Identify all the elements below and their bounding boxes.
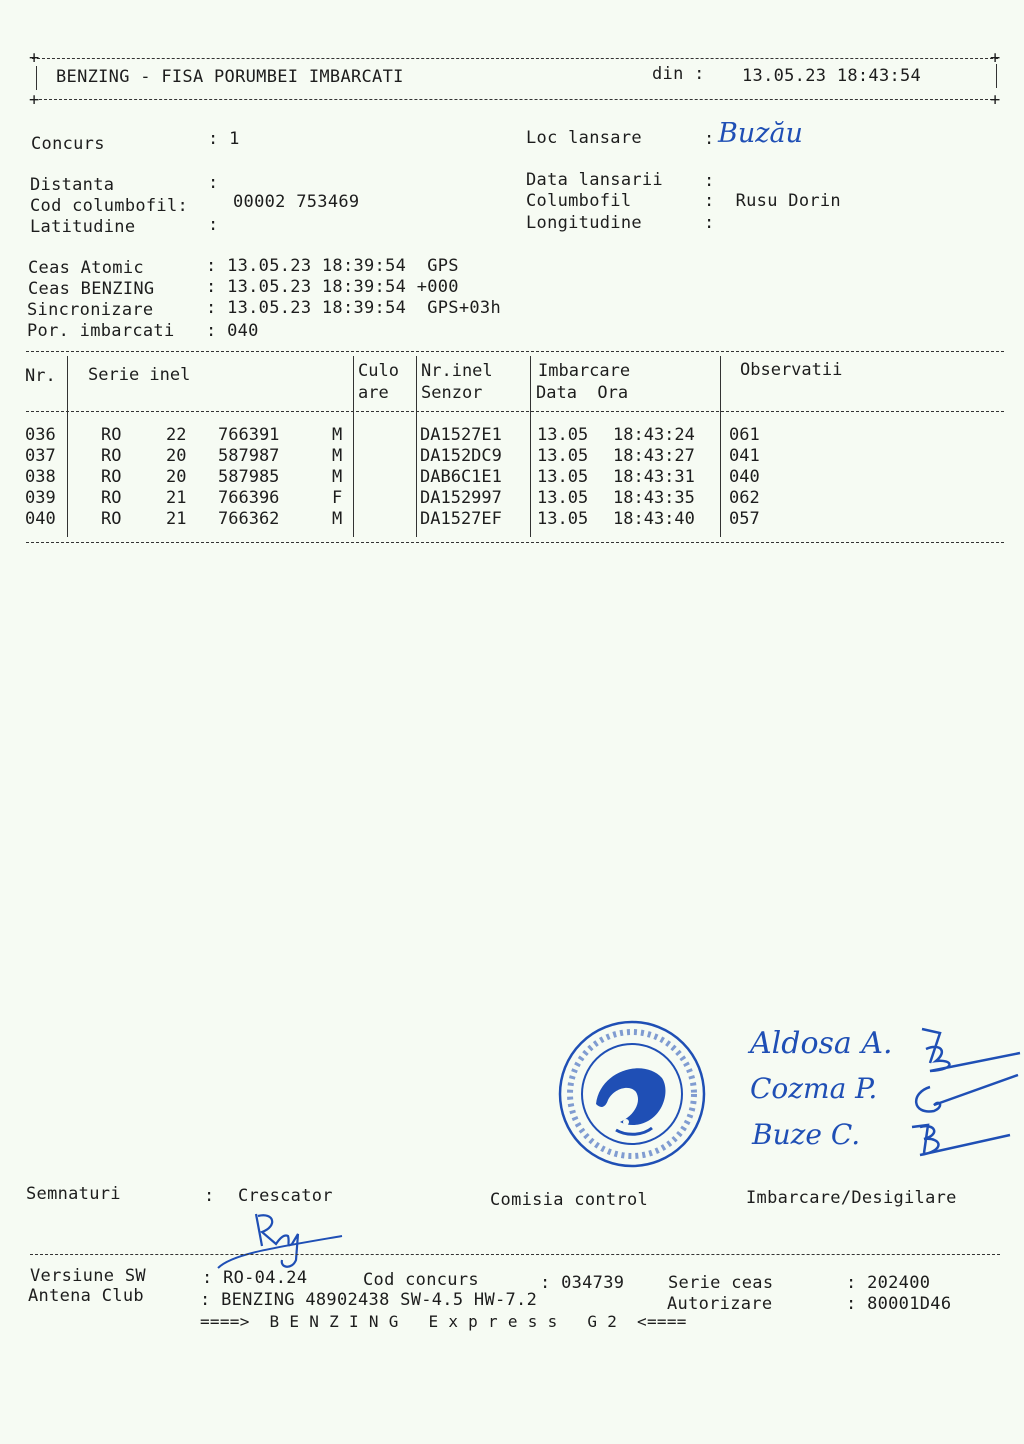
data-lansarii-label: Data lansarii [526, 170, 663, 190]
footer-rule [30, 1254, 1000, 1255]
por-imbarcati-label: Por. imbarcati [27, 321, 175, 341]
header-nr: Nr. [25, 366, 56, 386]
cell-senzor: DA1527E1 [420, 425, 502, 445]
semnaturi-colon: : [204, 1186, 215, 1206]
columbofil-value: : Rusu Dorin [704, 191, 841, 211]
cell-obs: 041 [729, 446, 760, 466]
loc-lansare-colon: : [704, 129, 715, 149]
col-divider-5 [720, 356, 721, 537]
header-culoare-1: Culo [358, 361, 399, 381]
cell-data: 13.05 [537, 509, 589, 529]
antena-club-value: : BENZING 48902438 SW-4.5 HW-7.2 [200, 1290, 538, 1310]
columbofil-label: Columbofil [526, 191, 632, 211]
cell-tara: RO [101, 446, 122, 466]
cell-ora: 18:43:27 [613, 446, 695, 466]
cell-sex: M [332, 446, 343, 466]
comisia-control-label: Comisia control [490, 1190, 649, 1210]
cell-senzor: DAB6C1E1 [420, 467, 502, 487]
autorizare-value: : 80001D46 [846, 1294, 952, 1314]
cod-concurs-value: : 034739 [540, 1273, 625, 1293]
imbarcare-desigilare-label: Imbarcare/Desigilare [746, 1188, 957, 1208]
header-din-value: 13.05.23 18:43:54 [742, 66, 922, 86]
col-divider-1 [67, 356, 68, 537]
cell-sex: M [332, 425, 343, 445]
header-title: BENZING - FISA PORUMBEI IMBARCATI [56, 67, 404, 87]
header-din-label: din : [652, 64, 705, 84]
cell-obs: 057 [729, 509, 760, 529]
cell-data: 13.05 [537, 425, 589, 445]
serie-ceas-label: Serie ceas [668, 1273, 774, 1293]
cell-an: 22 [166, 425, 187, 445]
ceas-benzing-value: : 13.05.23 18:39:54 +000 [206, 277, 459, 297]
cell-an: 21 [166, 509, 187, 529]
versiune-sw-value: : RO-04.24 [202, 1268, 308, 1288]
antena-club-label: Antena Club [28, 1286, 144, 1306]
cell-data: 13.05 [537, 446, 589, 466]
cod-columbofil-label: Cod columbofil: [30, 196, 189, 216]
cell-tara: RO [101, 488, 122, 508]
cell-senzor: DA1527EF [420, 509, 502, 529]
header-culoare-2: are [358, 383, 389, 403]
cell-inel: 766391 [218, 425, 280, 445]
sincronizare-label: Sincronizare [27, 300, 154, 320]
header-left-plus-top: + [29, 48, 40, 68]
table-header-rule [26, 411, 1004, 412]
cod-concurs-label: Cod concurs [363, 1270, 479, 1290]
header-observatii: Observatii [740, 360, 843, 380]
col-divider-4 [530, 356, 531, 537]
cell-an: 21 [166, 488, 187, 508]
cell-tara: RO [101, 467, 122, 487]
cell-nr: 036 [25, 425, 56, 445]
benzing-express-banner: ====> B E N Z I N G E x p r e s s G 2 <==== [200, 1312, 687, 1331]
cell-inel: 766362 [218, 509, 280, 529]
longitudine-value: : [704, 213, 715, 233]
header-right-bar [996, 64, 997, 88]
cell-sex: M [332, 467, 343, 487]
semnaturi-label: Semnaturi [26, 1184, 121, 1204]
cell-an: 20 [166, 446, 187, 466]
autorizare-label: Autorizare [667, 1294, 773, 1314]
header-left-bar [36, 66, 37, 90]
distanta-value: : [208, 173, 219, 193]
latitudine-value: : [208, 215, 219, 235]
header-serie-inel: Serie inel [88, 365, 191, 385]
signature-name-2: Cozma P. [750, 1072, 878, 1105]
table-bottom-rule [26, 542, 1004, 543]
cell-data: 13.05 [537, 467, 589, 487]
versiune-sw-label: Versiune SW [30, 1266, 146, 1286]
longitudine-label: Longitudine [526, 213, 642, 233]
cell-sex: F [332, 488, 343, 508]
ceas-atomic-label: Ceas Atomic [28, 258, 144, 278]
cell-ora: 18:43:31 [613, 467, 695, 487]
distanta-label: Distanta [30, 175, 115, 195]
cell-senzor: DA152DC9 [420, 446, 502, 466]
cell-tara: RO [101, 425, 122, 445]
por-imbarcati-value: : 040 [206, 321, 259, 341]
header-right-plus-bottom: + [990, 90, 1001, 110]
cell-ora: 18:43:35 [613, 488, 695, 508]
cell-obs: 040 [729, 467, 760, 487]
cell-sex: M [332, 509, 343, 529]
cell-ora: 18:43:24 [613, 425, 695, 445]
signature-name-3: Buze C. [752, 1118, 861, 1151]
data-lansarii-value: : [704, 171, 715, 191]
ceas-benzing-label: Ceas BENZING [28, 279, 155, 299]
cell-obs: 062 [729, 488, 760, 508]
club-stamp [556, 1018, 708, 1170]
cell-data: 13.05 [537, 488, 589, 508]
cell-obs: 061 [729, 425, 760, 445]
signature-name-1: Aldosa A. [750, 1026, 893, 1061]
col-divider-2 [353, 356, 354, 537]
header-top-rule [32, 58, 998, 59]
cell-nr: 040 [25, 509, 56, 529]
cell-inel: 766396 [218, 488, 280, 508]
concurs-label: Concurs [31, 134, 105, 154]
cell-senzor: DA152997 [420, 488, 502, 508]
header-bottom-rule [34, 99, 998, 100]
loc-lansare-label: Loc lansare [526, 128, 642, 148]
cell-ora: 18:43:40 [613, 509, 695, 529]
sincronizare-value: : 13.05.23 18:39:54 GPS+03h [206, 298, 501, 318]
concurs-value: : 1 [208, 129, 240, 149]
cod-columbofil-value: 00002 753469 [233, 192, 360, 212]
table-top-rule [26, 351, 1004, 352]
cell-inel: 587985 [218, 467, 280, 487]
serie-ceas-value: : 202400 [846, 1273, 931, 1293]
header-left-plus-bottom: + [29, 90, 40, 110]
cell-tara: RO [101, 509, 122, 529]
col-divider-3 [416, 356, 417, 537]
loc-lansare-handwritten: Buzău [718, 118, 803, 149]
cell-nr: 037 [25, 446, 56, 466]
header-imbarcare-2: Data Ora [536, 383, 629, 403]
cell-an: 20 [166, 467, 187, 487]
header-nr-inel-2: Senzor [421, 383, 483, 403]
cell-nr: 039 [25, 488, 56, 508]
header-right-plus-top: + [990, 48, 1001, 68]
header-nr-inel-1: Nr.inel [421, 361, 493, 381]
cell-inel: 587987 [218, 446, 280, 466]
crescator-label: Crescator [238, 1186, 333, 1206]
ceas-atomic-value: : 13.05.23 18:39:54 GPS [206, 256, 459, 276]
signature-scribbles [900, 1015, 1024, 1165]
latitudine-label: Latitudine [30, 217, 136, 237]
header-imbarcare-1: Imbarcare [538, 361, 631, 381]
cell-nr: 038 [25, 467, 56, 487]
